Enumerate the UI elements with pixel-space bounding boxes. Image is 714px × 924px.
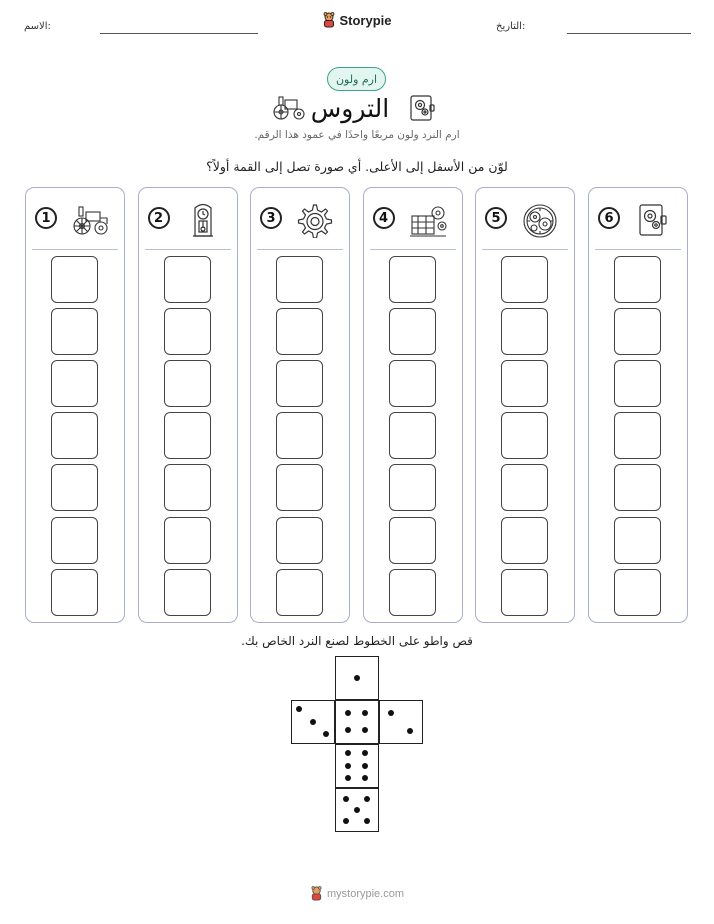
color-square[interactable] bbox=[164, 464, 211, 511]
die-pip bbox=[362, 750, 368, 756]
color-square[interactable] bbox=[501, 308, 548, 355]
column-divider bbox=[370, 249, 456, 250]
brand-name: Storypie bbox=[339, 12, 392, 28]
column-header bbox=[364, 202, 462, 238]
die-pip bbox=[354, 807, 360, 813]
die-pip bbox=[362, 710, 368, 716]
column-header bbox=[139, 202, 237, 238]
die-pip bbox=[362, 775, 368, 781]
instruction: لوّن من الأسفل إلى الأعلى. أي صورة تصل إلى القمة أولاً؟ bbox=[206, 159, 508, 174]
color-square[interactable] bbox=[51, 308, 98, 355]
color-square[interactable] bbox=[501, 360, 548, 407]
color-square[interactable] bbox=[276, 517, 323, 564]
race-column-3 bbox=[250, 187, 350, 623]
color-square[interactable] bbox=[51, 517, 98, 564]
color-square[interactable] bbox=[51, 412, 98, 459]
die-pip bbox=[345, 727, 351, 733]
color-square[interactable] bbox=[164, 517, 211, 564]
column-header bbox=[589, 202, 687, 238]
die-face-4 bbox=[335, 700, 379, 744]
color-square[interactable] bbox=[389, 517, 436, 564]
die-face-6 bbox=[335, 744, 379, 788]
column-number: 1 bbox=[35, 207, 57, 229]
die-pip bbox=[323, 731, 329, 737]
color-square[interactable] bbox=[389, 256, 436, 303]
color-square[interactable] bbox=[51, 569, 98, 616]
color-square[interactable] bbox=[276, 308, 323, 355]
color-square[interactable] bbox=[51, 464, 98, 511]
die-pip bbox=[310, 719, 316, 725]
die-pip bbox=[345, 763, 351, 769]
storypie-logo-icon bbox=[310, 886, 323, 901]
footer bbox=[0, 886, 714, 901]
brand bbox=[0, 12, 714, 28]
die-face-3 bbox=[291, 700, 335, 744]
color-square[interactable] bbox=[51, 256, 98, 303]
die-pip bbox=[362, 727, 368, 733]
gear-notebook-icon bbox=[633, 202, 673, 238]
die-pip bbox=[388, 710, 394, 716]
color-square[interactable] bbox=[276, 256, 323, 303]
grandfather-clock-icon bbox=[183, 202, 223, 238]
color-square[interactable] bbox=[501, 412, 548, 459]
storypie-logo-icon bbox=[322, 12, 336, 28]
column-divider bbox=[257, 249, 343, 250]
color-square[interactable] bbox=[389, 308, 436, 355]
column-number: 3 bbox=[260, 207, 282, 229]
race-column-2 bbox=[138, 187, 238, 623]
race-column-6 bbox=[588, 187, 688, 623]
die-pip bbox=[407, 728, 413, 734]
column-header bbox=[251, 202, 349, 238]
color-square[interactable] bbox=[614, 360, 661, 407]
color-square[interactable] bbox=[389, 360, 436, 407]
column-divider bbox=[32, 249, 118, 250]
color-square[interactable] bbox=[614, 308, 661, 355]
color-square[interactable] bbox=[164, 308, 211, 355]
race-column-5 bbox=[475, 187, 575, 623]
color-square[interactable] bbox=[501, 464, 548, 511]
date-label: التاريخ: bbox=[496, 21, 526, 32]
color-square[interactable] bbox=[501, 517, 548, 564]
die-pip bbox=[345, 750, 351, 756]
die-pip bbox=[345, 775, 351, 781]
color-square[interactable] bbox=[614, 569, 661, 616]
die-pip bbox=[343, 818, 349, 824]
gear-icon bbox=[295, 202, 335, 238]
name-line[interactable] bbox=[100, 33, 258, 34]
gear-machine-icon bbox=[408, 202, 448, 238]
name-label: الاسم: bbox=[24, 21, 51, 32]
column-divider bbox=[482, 249, 568, 250]
race-column-1 bbox=[25, 187, 125, 623]
color-square[interactable] bbox=[164, 256, 211, 303]
race-column-4 bbox=[363, 187, 463, 623]
activity-badge: ارم ولون bbox=[327, 67, 386, 91]
column-header bbox=[26, 202, 124, 238]
column-number: 4 bbox=[373, 207, 395, 229]
color-square[interactable] bbox=[614, 256, 661, 303]
die-pip bbox=[345, 710, 351, 716]
color-square[interactable] bbox=[389, 464, 436, 511]
clockwork-mechanism-icon bbox=[520, 202, 560, 238]
color-square[interactable] bbox=[276, 464, 323, 511]
color-square[interactable] bbox=[276, 412, 323, 459]
color-square[interactable] bbox=[276, 569, 323, 616]
column-number: 2 bbox=[148, 207, 170, 229]
die-face-2 bbox=[379, 700, 423, 744]
color-square[interactable] bbox=[501, 569, 548, 616]
date-line[interactable] bbox=[567, 33, 691, 34]
column-header bbox=[476, 202, 574, 238]
subtitle: ارم النرد ولون مربعًا واحدًا في عمود هذا الرقم. bbox=[254, 129, 460, 141]
cut-instruction: قص واطو على الخطوط لصنع النرد الخاص بك. bbox=[241, 634, 473, 648]
color-square[interactable] bbox=[164, 569, 211, 616]
die-pip bbox=[354, 675, 360, 681]
footer-url[interactable]: mystorypie.com bbox=[326, 887, 405, 900]
die-pip bbox=[362, 763, 368, 769]
steam-tractor-icon bbox=[70, 202, 110, 238]
gear-notebook-icon bbox=[408, 94, 436, 122]
die-pip bbox=[296, 706, 302, 712]
column-number: 5 bbox=[485, 207, 507, 229]
die-pip bbox=[364, 818, 370, 824]
page-title: التروس bbox=[310, 94, 390, 123]
color-square[interactable] bbox=[164, 412, 211, 459]
die-pip bbox=[364, 796, 370, 802]
color-square[interactable] bbox=[389, 569, 436, 616]
die-face-5 bbox=[335, 788, 379, 832]
die-pip bbox=[343, 796, 349, 802]
color-square[interactable] bbox=[164, 360, 211, 407]
color-square[interactable] bbox=[51, 360, 98, 407]
color-square[interactable] bbox=[614, 412, 661, 459]
column-divider bbox=[145, 249, 231, 250]
color-square[interactable] bbox=[276, 360, 323, 407]
color-square[interactable] bbox=[389, 412, 436, 459]
column-divider bbox=[595, 249, 681, 250]
color-square[interactable] bbox=[501, 256, 548, 303]
die-face-1 bbox=[335, 656, 379, 700]
column-number: 6 bbox=[598, 207, 620, 229]
color-square[interactable] bbox=[614, 464, 661, 511]
color-square[interactable] bbox=[614, 517, 661, 564]
